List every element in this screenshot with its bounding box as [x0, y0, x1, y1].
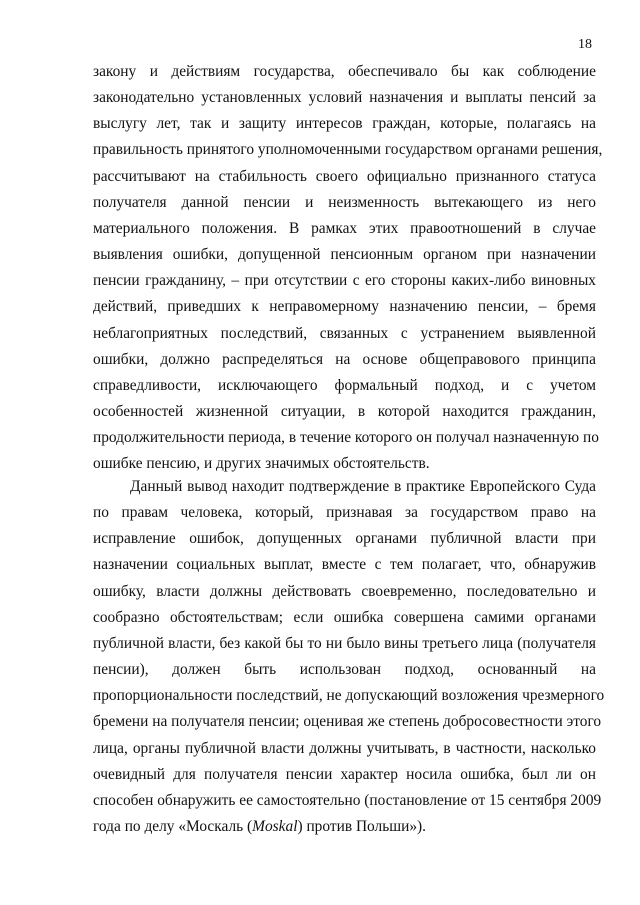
text-line: назначении социальных выплат, вместе с тем полагает, что, обнаружив: [93, 556, 596, 574]
case-name-italic: Moskal: [252, 818, 298, 836]
text-line: правильность принятого уполномоченными государством органами решения,: [93, 141, 603, 159]
text-line: ошибку, власти должны действовать своевременно, последовательно и: [93, 582, 596, 600]
text-line: ошибки, должно распределяться на основе общеправового принципа: [93, 350, 596, 368]
text-line: очевидный для получателя пенсии характер носила ошибка, был ли он: [93, 765, 596, 783]
text-line: Данный вывод находит подтверждение в практике Европейского Суда: [130, 478, 596, 495]
text-line: способен обнаружить ее самостоятельно (постановление от 15 сентября 2009: [93, 791, 602, 809]
text-line: публичной власти, без какой бы то ни было вины третьего лица (получателя: [93, 634, 596, 652]
text-line: лица, органы публичной власти должны учитывать, в частности, насколько: [93, 739, 596, 757]
text-line: ошибке пенсию, и других значимых обстоятельств.: [93, 455, 430, 473]
text-line: бремени на получателя пенсии; оценивая же степень добросовестности этого: [93, 713, 602, 731]
text-line: продолжительности периода, в течение которого он получал назначенную по: [93, 429, 599, 447]
text-line: пропорциональности последствий, не допускающий возложения чрезмерного: [93, 687, 605, 705]
page-number: 18: [578, 37, 592, 52]
paragraph-2: [93, 474, 605, 840]
text-line: законодательно установленных условий назначения и выплаты пенсий за: [93, 89, 596, 107]
text-line: материального положения. В рамках этих правоотношений в случае: [93, 219, 596, 237]
citation-text-after: ) против Польши»).: [297, 818, 427, 836]
text-line: действий, приведших к неправомерному назначению пенсии, – бремя: [93, 298, 596, 316]
text-line: исправление ошибок, допущенных органами публичной власти при: [93, 530, 596, 548]
text-line: особенностей жизненной ситуации, в которой находится гражданин,: [93, 403, 596, 421]
text-line: сообразно обстоятельствам; если ошибка совершена самими органами: [93, 608, 596, 626]
text-line: неблагоприятных последствий, связанных с устранением выявленной: [93, 324, 596, 342]
text-line-final: [93, 814, 596, 840]
citation-text-before: года по делу «Москаль (: [93, 818, 253, 836]
text-line: справедливости, исключающего формальный подход, и с учетом: [93, 376, 596, 394]
text-line: получателя данной пенсии и неизменность вытекающего из него: [93, 193, 596, 211]
text-line: закону и действиям государства, обеспечивало бы как соблюдение: [93, 63, 596, 80]
text-line: по правам человека, который, признавая за государством право на: [93, 504, 596, 522]
paragraph-1: [93, 59, 603, 478]
text-line: выявления ошибки, допущенной пенсионным органом при назначении: [93, 246, 596, 264]
text-line: пенсии), должен быть использован подход, основанный на: [93, 661, 596, 679]
text-line: выслугу лет, так и защиту интересов граждан, которые, полагаясь на: [93, 115, 596, 133]
text-line: пенсии гражданину, – при отсутствии с его стороны каких-либо виновных: [93, 272, 596, 290]
text-line: рассчитывают на стабильность своего официально признанного статуса: [93, 167, 596, 185]
